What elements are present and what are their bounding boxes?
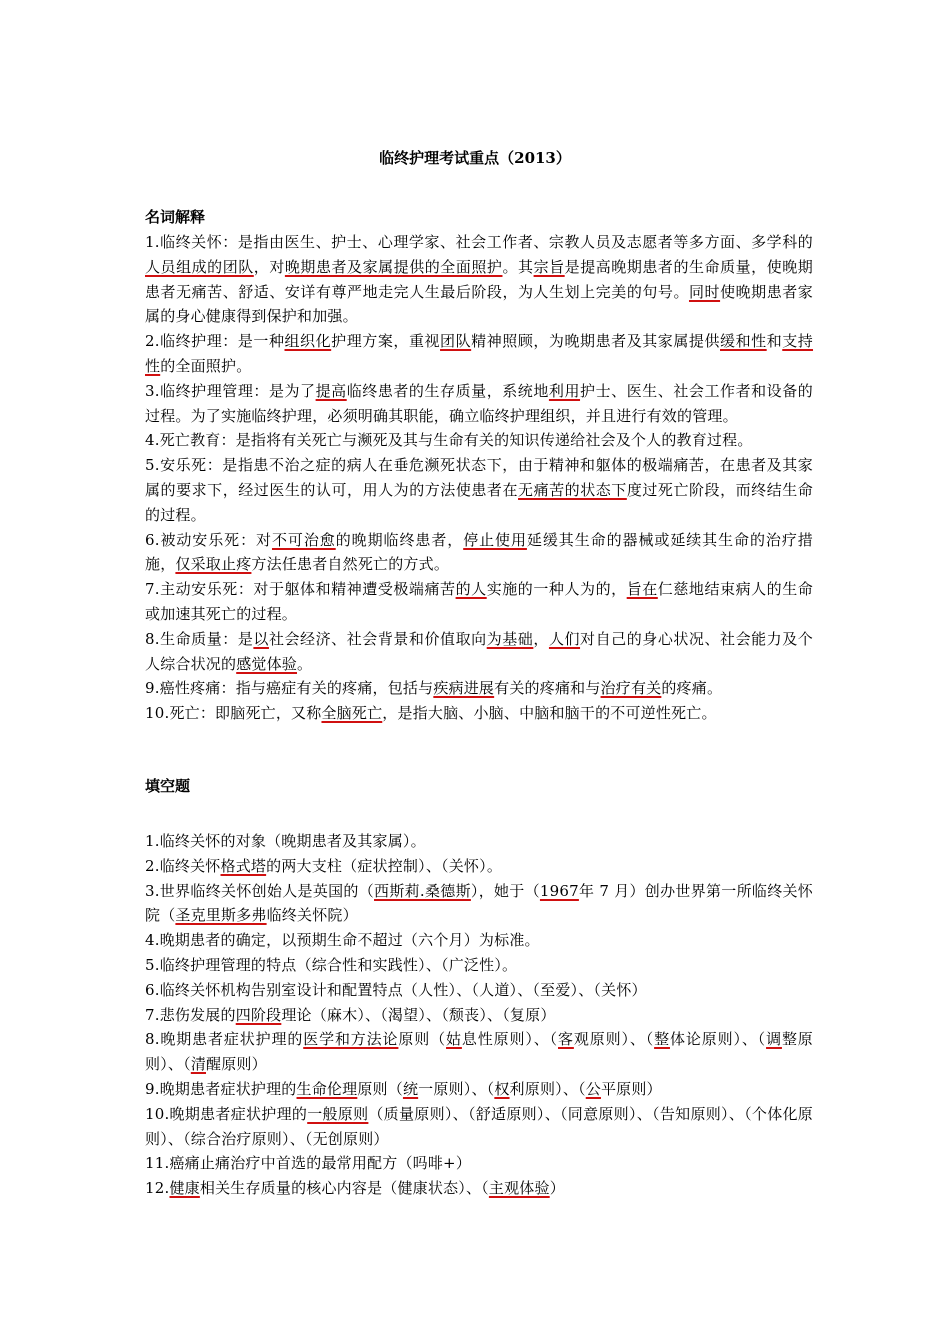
underlined-term: 治疗有关 [600, 679, 662, 698]
underlined-term: 疾病进展 [433, 679, 495, 698]
underlined-term: 公 [585, 1079, 601, 1098]
text-run: 1.临终关怀：是指由医生、护士、心理学家、社会工作者、宗教人员及志愿者等多方面、多学科的 [145, 233, 813, 251]
underlined-term: 西斯莉.桑德斯 [374, 881, 471, 900]
underlined-term: 无痛苦的状态下 [518, 480, 627, 499]
text-run: 护士、医生、社会工作者和设备的过程。为了实施临终护理，必须明确其职能，确立临终护理组织，并且进行有效的管理。 [145, 381, 813, 425]
underlined-term: 利用 [548, 381, 581, 400]
list-item [145, 701, 813, 726]
list-item [145, 379, 813, 429]
text-run: 。 [297, 654, 313, 673]
underlined-term: 权 [494, 1079, 510, 1098]
text-run: 11.癌痛止痛治疗中首选的最常用配方（吗啡+） [145, 1154, 472, 1173]
text-run: 平原则） [600, 1079, 662, 1098]
list-item [145, 1027, 813, 1077]
underlined-term: 人们 [548, 629, 581, 648]
list-item [145, 577, 813, 627]
text-run: 的两大支柱（症状控制）、（关怀）。 [266, 856, 503, 875]
underlined-term: 清 [190, 1055, 207, 1074]
text-run: 1.临终关怀的对象（晚期患者及其家属）。 [145, 832, 426, 850]
text-run: ，对 [253, 257, 285, 276]
text-run: （质量原则）、（舒适原则）、（同意原则）、（告知原则）、（个体化原则）、（综合治疗原则）、（无创原则） [145, 1104, 813, 1148]
underlined-term: 仅采取止疼 [175, 555, 252, 574]
text-run: 3.世界临终关怀创始人是英国的（ [145, 881, 375, 900]
text-run: 有关的疼痛和与 [494, 679, 601, 698]
underlined-term: 四阶段 [235, 1005, 282, 1024]
underlined-term: 晚期患者及家属提供的全面照护 [284, 257, 503, 276]
list-item [145, 230, 813, 329]
underlined-term: 组织化 [284, 332, 332, 351]
underlined-term: 以 [253, 629, 269, 648]
underlined-term: 不可治愈 [271, 530, 336, 549]
text-run: 延缓其生命的器械或延续其生命的治疗措施， [145, 530, 813, 574]
text-run: 5.临终护理管理的特点（综合性和实践性）、（广泛性）。 [145, 955, 518, 974]
text-run: 临终患者的生存质量，系统地 [346, 381, 549, 400]
list-item [145, 1102, 813, 1152]
text-run: 9.癌性疼痛：指与癌症有关的疼痛，包括与 [145, 679, 434, 698]
text-run: 观原则）、（ [573, 1030, 655, 1049]
definitions-list [145, 230, 813, 726]
underlined-term: 团队 [440, 332, 472, 351]
text-run: ， [533, 629, 549, 648]
text-run: 方法任患者自然死亡的方式。 [251, 555, 450, 574]
underlined-term: 健康 [169, 1179, 200, 1198]
underlined-term: 姑 [446, 1030, 462, 1049]
text-run: 8.晚期患者症状护理的 [145, 1030, 304, 1049]
text-run: 的全面照护。 [160, 356, 252, 375]
list-item [145, 676, 813, 701]
underlined-term: 支持性 [145, 332, 814, 375]
text-run: 护理方案，重视 [331, 332, 441, 351]
text-run: ），她于（ [470, 881, 540, 900]
list-item [145, 453, 813, 527]
text-run: 9.晚期患者症状护理的 [145, 1079, 297, 1098]
text-run: 的疼痛。 [661, 679, 723, 698]
text-run: 原则（ [398, 1030, 447, 1049]
underlined-term: 统 [402, 1079, 419, 1098]
fill-in-list [145, 829, 813, 1201]
text-run: 对自己的身心状况、社会能力及个人综合状况的 [145, 629, 813, 673]
underlined-term: 的人 [455, 580, 487, 599]
list-item [145, 329, 813, 379]
text-run: 5.安乐死：是指患不治之症的病人在垂危濒死状态下，由于精神和躯体的极端痛苦，在患者及其家属的要求下，经过医生的认可，用人为的方法使患者在 [145, 456, 813, 499]
underlined-term: 生命伦理 [296, 1079, 358, 1098]
text-run: 3.临终护理管理：是为了 [145, 381, 316, 400]
text-run: 整原则）、（ [145, 1030, 814, 1074]
underlined-term: 人员组成的团队 [145, 257, 254, 276]
text-run: 原则（ [357, 1079, 403, 1098]
list-item [145, 528, 813, 578]
text-run: 临终关怀院） [266, 906, 358, 925]
text-run: 2.临终关怀 [145, 856, 221, 875]
text-run: 相关生存质量的核心内容是（健康状态）、（ [199, 1179, 489, 1198]
text-run: 实施的一种人为的， [486, 580, 627, 599]
list-item [145, 978, 813, 1003]
text-run: ，是指大脑、小脑、中脑和脑干的不可逆性死亡。 [382, 704, 717, 723]
text-run: 7.悲伤发展的 [145, 1005, 236, 1024]
text-run: 精神照顾，为晚期患者及其家属提供 [471, 332, 721, 351]
underlined-term: 感觉体验 [236, 654, 298, 673]
underlined-term: 整 [654, 1030, 670, 1049]
underlined-term: 1967 [539, 881, 579, 900]
text-run: 和 [766, 332, 783, 351]
text-run: 仁慈地结束病人的生命或加速其死亡的过程。 [145, 580, 813, 623]
list-item [145, 928, 813, 953]
text-run: 10.晚期患者症状护理的 [145, 1104, 308, 1123]
text-run: 利原则）、（ [509, 1079, 586, 1098]
underlined-term: 停止使用 [463, 530, 527, 549]
text-run: 6.被动安乐死：对 [145, 530, 272, 549]
list-item [145, 829, 813, 854]
section-heading-fill-in: 填空题 [145, 777, 191, 795]
text-run: 7.主动安乐死：对于躯体和精神遭受极端痛苦 [145, 580, 456, 599]
text-run: 使晚期患者家属的身心健康得到保护和加强。 [145, 282, 813, 326]
list-item [145, 953, 813, 978]
text-run: 年 7 月）创办世界第一所临终关怀院（ [145, 881, 813, 925]
underlined-term: 客 [558, 1030, 574, 1049]
text-run: 10.死亡：即脑死亡，又称 [145, 704, 322, 723]
text-run: 社会经济、社会背景和价值取向 [268, 629, 487, 648]
text-run: 4.晚期患者的确定，以预期生命不超过（六个月）为标准。 [145, 931, 540, 950]
underlined-term: 一般原则 [307, 1104, 369, 1123]
text-run: 是提高晚期患者的生命质量，使晚期患者无痛苦、舒适、安详有尊严地走完人生最后阶段，为人生划上完美的句号。 [145, 257, 814, 301]
underlined-term: 同时 [688, 282, 721, 301]
underlined-term: 全脑死亡 [321, 704, 383, 723]
list-item [145, 1077, 813, 1102]
text-run: 的晚期临终患者， [335, 530, 464, 549]
list-item [145, 879, 813, 929]
underlined-term: 医学和方法论 [303, 1030, 399, 1049]
text-run: 4.死亡教育：是指将有关死亡与濒死及其与生命有关的知识传递给社会及个人的教育过程。 [145, 431, 753, 450]
text-run: 度过死亡阶段，而终结生命的过程。 [145, 480, 813, 524]
document-title: 临终护理考试重点（2013） [379, 149, 571, 167]
underlined-term: 主观体验 [488, 1179, 550, 1198]
underlined-term: 缓和性 [720, 332, 767, 351]
list-item [145, 428, 813, 453]
list-item [145, 854, 813, 879]
text-run: 8.生命质量：是 [145, 629, 254, 648]
text-run: 息性原则）、（ [461, 1030, 558, 1049]
text-run: 12. [145, 1179, 170, 1198]
underlined-term: 提高 [315, 381, 347, 400]
list-item [145, 1151, 813, 1176]
text-run: 。其 [502, 257, 534, 276]
underlined-term: 宗旨 [533, 257, 565, 276]
text-run: 醒原则） [206, 1055, 267, 1074]
text-run: 理论（麻木）、（渴望）、（颓丧）、（复原） [281, 1005, 556, 1024]
list-item [145, 1176, 813, 1201]
underlined-term: 为基础 [486, 629, 534, 648]
text-run: 一原则）、（ [418, 1079, 495, 1098]
section-heading-definitions: 名词解释 [145, 208, 206, 226]
text-run: 体论原则）、（ [669, 1030, 767, 1049]
list-item [145, 627, 813, 677]
underlined-term: 圣克里斯多弗 [175, 906, 267, 925]
list-item [145, 1003, 813, 1028]
underlined-term: 格式塔 [220, 856, 267, 875]
text-run: ） [549, 1179, 565, 1198]
underlined-term: 旨在 [626, 580, 658, 599]
underlined-term: 调 [766, 1030, 782, 1049]
text-run: 6.临终关怀机构告别室设计和配置特点（人性）、（人道）、（至爱）、（关怀） [145, 980, 647, 999]
text-run: 2.临终护理：是一种 [145, 332, 285, 351]
